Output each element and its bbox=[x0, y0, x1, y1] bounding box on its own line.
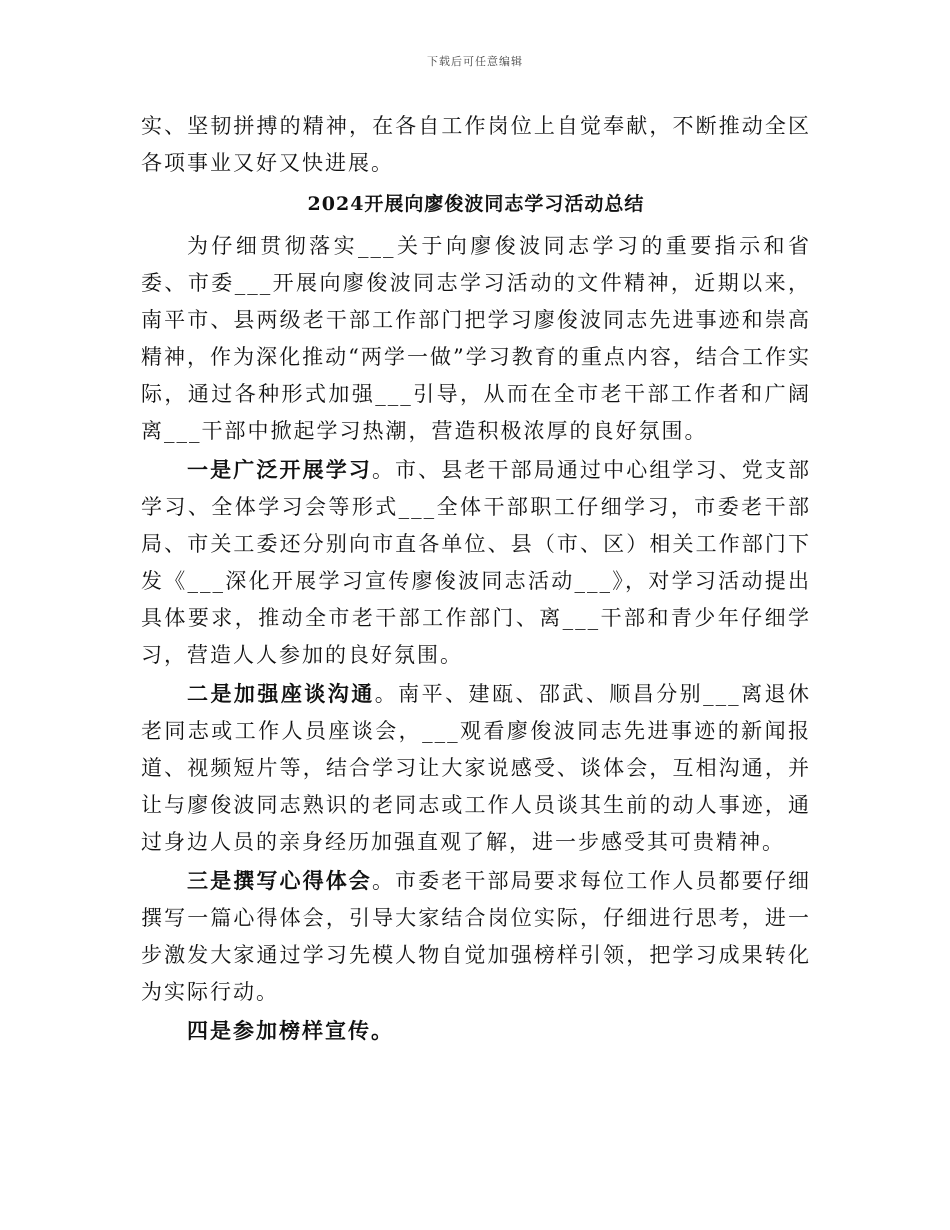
section-1-body: 。市、县老干部局通过中心组学习、党支部学习、全体学习会等形式___全体干部职工仔细学习，市委老干部局、市关工委还分别向市直各单位、县（市、区）相关工作部门下发《___深化开展学习宣传廖俊波同志活动___》，对学习活动提出具体要求，推动全市老干部工作部门、离___干部和青少年仔细学习，营造人人参加的良好氛围。 bbox=[141, 458, 812, 667]
page-header-note: 下载后可任意编辑 bbox=[427, 55, 523, 68]
section-4-lead: 四是参加榜样宣传。 bbox=[187, 1018, 394, 1043]
section-1-lead: 一是广泛开展学习 bbox=[187, 457, 372, 482]
section-1-paragraph bbox=[141, 451, 811, 674]
document-title: 2024开展向廖俊波同志学习活动总结 bbox=[307, 193, 645, 215]
section-2-lead: 二是加强座谈沟通 bbox=[187, 681, 375, 706]
paragraph-intro: 为仔细贯彻落实___关于向廖俊波同志学习的重要指示和省委、市委___开展向廖俊波同志学习活动的文件精神，近期以来，南平市、县两级老干部工作部门把学习廖俊波同志先进事迹和崇高精神，作为深化推动“两学一做”学习教育的重点内容，结合工作实际，通过各种形式加强___引导，从而在全市老干部工作者和广阔离___干部中掀起学习热潮，营造积极浓厚的良好氛围。 bbox=[141, 234, 811, 443]
section-2-body: 。南平、建瓯、邵武、顺昌分别___离退休老同志或工作人员座谈会，___观看廖俊波同志先进事迹的新闻报道、视频短片等，结合学习让大家说感受、谈体会，互相沟通，并让与廖俊波同志熟识的老同志或工作人员谈其生前的动人事迹，通过身边人员的亲身经历加强直观了解，进一步感受其可贵精神。 bbox=[141, 682, 812, 854]
document-body bbox=[141, 108, 811, 1050]
section-3-lead: 三是撰写心得体会 bbox=[187, 868, 372, 893]
section-4-paragraph bbox=[141, 1012, 811, 1050]
section-2-paragraph bbox=[141, 675, 811, 861]
section-3-paragraph bbox=[141, 862, 811, 1011]
intro-fragment: 实、坚韧拼搏的精神，在各自工作岗位上自觉奉献，不断推动全区各项事业又好又快进展。 bbox=[141, 114, 811, 175]
section-3-body: 。市委老干部局要求每位工作人员都要仔细撰写一篇心得体会，引导大家结合岗位实际，仔细进行思考，进一步激发大家通过学习先模人物自觉加强榜样引领，把学习成果转化为实际行动。 bbox=[141, 869, 812, 1004]
